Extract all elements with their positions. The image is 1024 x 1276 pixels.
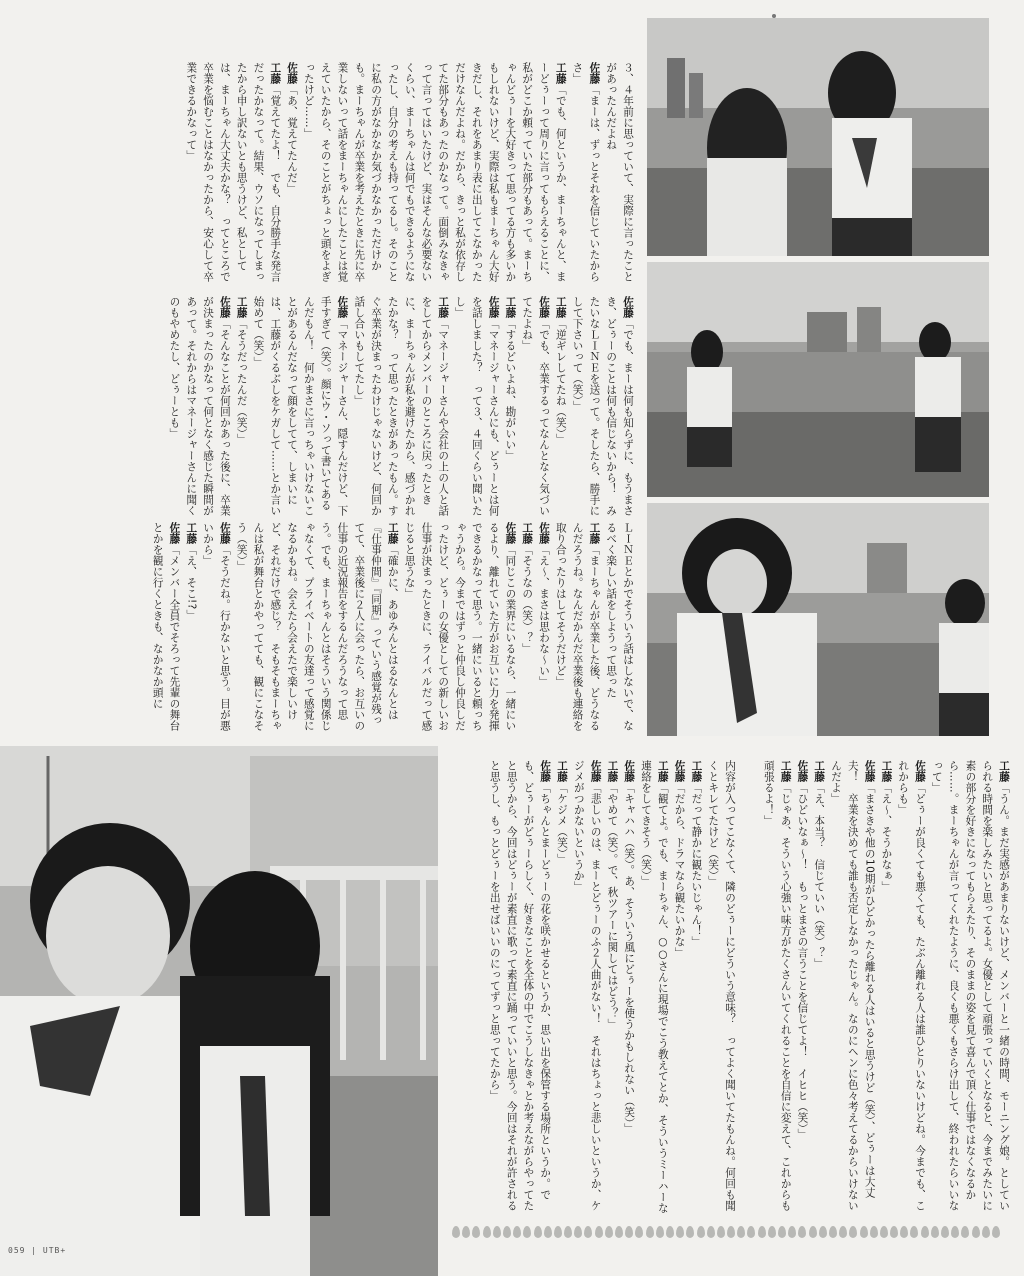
paragraph [602, 522, 636, 732]
paragraph [250, 296, 351, 517]
speaker-name: 工藤 [235, 296, 248, 318]
paragraph-text: 「逆ギレしてたね（笑）」 [554, 318, 567, 445]
drop-ornament [819, 1226, 827, 1238]
interview-column-top-left [40, 62, 636, 283]
paragraph-text: 「マネージャーさんにも、どぅーとは何を話しました？ って３、４回くらい聞いたし」 [454, 296, 500, 516]
speaker-name: 佐藤 [622, 296, 634, 318]
speaker-name: 工藤 [437, 296, 450, 318]
paragraph [569, 296, 636, 517]
drop-ornament [452, 1226, 460, 1238]
paragraph-text: 「ひどいなぁ～！ もっとまさの言うことを信じてよ！ イヒヒ（笑）」 [796, 782, 809, 1140]
speaker-name: 佐藤 [673, 760, 686, 782]
drop-ornament [768, 1226, 776, 1238]
paragraph-text: 「え、本当？ 信じていい（笑）？」 [813, 782, 826, 969]
speaker-name: 佐藤 [168, 522, 181, 544]
paragraph-text: 「でも、卒業するってなんとなく気づいてたよね」 [521, 296, 551, 516]
drop-ornament [615, 1226, 623, 1238]
drop-ornament [982, 1226, 990, 1238]
paragraph-text: 「そうなの（笑）？」 [521, 544, 534, 654]
drop-ornament [697, 1226, 705, 1238]
paragraph-text: 「そんなことが何回かあった後に、卒業が決まったのかなって何となく感じた瞬間があって。それからはマネージャーさんに聞くのもやめたし、どぅーとも」 [168, 296, 231, 516]
paragraph [401, 522, 519, 732]
drop-ornament [910, 1226, 918, 1238]
photo-rooftop-2 [647, 262, 989, 497]
speaker-name: 工藤 [690, 760, 703, 782]
drop-ornament [686, 1226, 694, 1238]
paragraph [300, 62, 569, 283]
drop-ornament [992, 1226, 1000, 1238]
paragraph-text: 「悲しいのは、まーとどぅーのふ２人曲がない！ それはちょっと悲しいというか、ケジメがつかないというか」 [572, 760, 602, 1211]
speaker-name: 佐藤 [589, 760, 602, 782]
paragraph [810, 760, 827, 1214]
drop-ornament [727, 1226, 735, 1238]
speaker-name: 佐藤 [539, 760, 552, 782]
paragraph-text: 「マネージャーさん、隠すんだけど、下手すぎて（笑）。顔にウ・ソって書いてあるんだもん！ 何かまさに言っちゃいけないことがあるんだなって顔をしてて、しまいには、工藤がくるぶしをケガして……とか言い始めて（笑）」 [252, 296, 349, 516]
paragraph [451, 296, 501, 517]
speaker-name: 佐藤 [588, 62, 601, 84]
paragraph-text: 「観てよ。でも、まーちゃん、○○さんに現場でこう教えてとか、そういうミーハーな連絡をしてきそう（笑）」 [640, 760, 669, 1214]
drop-ornament [707, 1226, 715, 1238]
speaker-name: 工藤 [554, 296, 567, 318]
drop-ornament [778, 1226, 786, 1238]
speaker-name: 工藤 [998, 760, 1010, 782]
drop-ornament [890, 1226, 898, 1238]
drop-ornament [483, 1226, 491, 1238]
paragraph-text: 「ちゃんとまーどぅーの花を咲かせるというか、思い出を保管する場所というか。でも、どぅーがどぅーらしく、好きなことを全体の中でこうしなきゃとか考えながらやってたと思うから、今回はどぅーが素直に歌って素直に踊っていいと思う。今回はそれが許されると思うし、もっとどぅーを出せばいいのにってずっと思ってたから」 [488, 760, 552, 1211]
paragraph [760, 760, 794, 1214]
paragraph [182, 62, 283, 283]
paragraph-text: 「だって静かに観たいじゃん！」 [690, 782, 703, 947]
paragraph-text: 「まーちゃんが卒業した後、どうなるんだろうね。なんだかんだ卒業後も連絡を取り合ったりはしてそうだけど」 [554, 522, 601, 731]
paragraph-text: 「え～、まさは思わな～い」 [538, 544, 551, 687]
photo-rooftop-1 [647, 18, 989, 256]
paragraph [233, 522, 401, 732]
speaker-name: 佐藤 [538, 296, 551, 318]
drop-ornament [635, 1226, 643, 1238]
paragraph-text: 「そうだったんだ（笑）」 [235, 318, 248, 445]
paragraph [166, 296, 233, 517]
drop-ornament [676, 1226, 684, 1238]
drop-ornament [880, 1226, 888, 1238]
speaker-name: 佐藤 [487, 296, 500, 318]
drop-ornament [747, 1226, 755, 1238]
drop-ornament [900, 1226, 908, 1238]
paragraph [553, 760, 570, 1214]
paragraph-text: 内容が入ってこなくて、隣のどぅーにどういう意味？ ってよく聞いてたもんね。何回も聞くとキレてたけど（笑）」 [707, 760, 736, 1211]
drop-ornament [574, 1226, 582, 1238]
paragraph-text: 「でも、何というか、まーちゃんと、まーどぅーって周りに言ってもらえることに、私がどこか頼っていた部分もあって。まーちゃんどぅーを大好きって思ってる方も多いかもしれないけど、実際は私もまーちゃん大好きだし、それをあまり表に出してこなかっただけなんだよね。だから、きっと私が依存してた部分もあったのかなって。面倒みなきゃって言ってはいたけど、実はそんな必要ないくらい、まーちゃんは何でもできるようになったし、自分の考えも持ってるし。そのことに私の方がなかなか気づかなかっただけかも。まーちゃんが卒業を考えたときに先に卒業しないって話をまーちゃんにしたことは覚えていたから、そのことがちょっと頭をよぎったけど……」 [302, 62, 567, 282]
paragraph [535, 522, 552, 732]
paragraph [233, 296, 250, 517]
drop-ornament [564, 1226, 572, 1238]
paragraph-text: 「うん。まだ実感があまりないけど、メンバーと一緒の時間、モーニング娘。としていられる時間を楽しみたいと思ってるよ。女優として頑張っていくとなると、今までみたいに素の部分を好きになってもらえたり、そのままの姿を見て喜んで頂く仕事ではなくなるから……。まーちゃんが言ってくれたように、良くも悪くもさらけ出して、終われたらいいなって」 [930, 760, 1010, 1211]
paragraph-text: 「じゃあ、そういう心強い味方がたくさんいてくれることを自信に変えて、これからも頑張るよ！」 [762, 760, 792, 1211]
paragraph [620, 760, 637, 1214]
drop-ornament [717, 1226, 725, 1238]
paragraph-text: ＬＩＮＥとかでそういう話はしないで、なるべく楽しい話をしようって思った [605, 522, 634, 731]
speaker-name: 佐藤 [218, 296, 231, 318]
drop-ornament [951, 1226, 959, 1238]
paragraph-text: 「まさきや他の10期がひどかったら離れる人はいると思うけど（笑）、どぅーは大丈夫！ 卒業を決めても誰も否定しなかったじゃん。なのにヘンに色々考えてるからいけないんだよ」 [830, 760, 876, 1211]
paragraph [182, 522, 199, 732]
speaker-name: 佐藤 [796, 760, 809, 782]
paragraph [149, 522, 183, 732]
speaker-name: 佐藤 [336, 296, 349, 318]
speaker-name: 工藤 [779, 760, 792, 782]
speaker-name: 工藤 [588, 522, 601, 544]
paragraph-text: 「そうだね。行かないと思う。目が悪いから」 [202, 522, 231, 731]
paragraph [637, 760, 671, 1214]
drop-ornament [646, 1226, 654, 1238]
paragraph-text: 「同じこの業界にいるなら、一緒にいるより、離れていた方がお互いに力を発揮できるかなって思う。一緒にいると頼っちゃうから。今まではずっと仲良し仲良しだったけど、どぅーの女優としての新しいお仕事が決まったときに、ライバルだって感じると思うな」 [403, 522, 517, 731]
speaker-name: 工藤 [269, 62, 282, 84]
speaker-name: 工藤 [521, 522, 534, 544]
speaker-name: 佐藤 [863, 760, 876, 782]
speaker-name: 工藤 [386, 522, 399, 544]
paragraph [283, 62, 300, 283]
drop-ornament [656, 1226, 664, 1238]
photo-rooftop-3 [647, 503, 989, 736]
speaker-name: 佐藤 [286, 62, 299, 84]
drop-ornament [849, 1226, 857, 1238]
drop-ornament [941, 1226, 949, 1238]
paragraph-text: 「あ、覚えてたんだ」 [286, 84, 299, 194]
paragraph [518, 522, 535, 732]
drop-ornament [503, 1226, 511, 1238]
paragraph-text: 「だから、ドラマなら観たいかな」 [673, 782, 686, 958]
decorative-drop-row [452, 1226, 1012, 1242]
speaker-name: 佐藤 [504, 522, 517, 544]
paragraph [794, 760, 811, 1214]
paragraph [827, 760, 877, 1214]
interview-column-low-left [40, 522, 636, 732]
paragraph-text: 「確かに、あゆみんとはるなんとは『仕事仲間』『同期』っていう感覚が残ってて、卒業後に２人に会ったら、お互いの仕事の近況報告をするんだろうなって思う。でも、まーちゃんとはそういう関係じゃなくて、プライベートの友達って感覚になるかもね。会えたら会えたで楽しいけど、それだけで感じ？ そもそもまーちゃんは私が舞台とかやってても、観にこなそう（笑）」 [235, 522, 399, 731]
interview-column-mid-left [168, 296, 636, 517]
drop-ornament [798, 1226, 806, 1238]
drop-ornament [462, 1226, 470, 1238]
drop-ornament [472, 1226, 480, 1238]
paragraph [570, 760, 604, 1214]
speaker-name: 工藤 [606, 760, 619, 782]
paragraph [486, 760, 553, 1214]
drop-ornament [544, 1226, 552, 1238]
speaker-name: 佐藤 [623, 760, 636, 782]
paragraph [199, 522, 233, 732]
paragraph [688, 760, 705, 1214]
paragraph-text: 「キャハハ（笑）。あ、そういう風にどぅーを使うかもしれない（笑）」 [623, 782, 636, 1135]
speaker-name: 工藤 [504, 296, 517, 318]
paragraph-text: 「でも、まーは何も知らずに、もうまさき、どぅーのことは何も信じないから！ みたいなＬＩＮＥを送って。そしたら、勝手にして下さいって（笑）」 [571, 296, 634, 516]
paragraph-text: ３、４年前に思っていて、実際に言ったことがあったんだよね [605, 62, 634, 282]
paragraph-text: 「まーは、ずっとそれを信じていたからさ」 [571, 62, 601, 282]
paragraph [671, 760, 688, 1214]
drop-ornament [758, 1226, 766, 1238]
page-folio: 059 | UTB+ [8, 1246, 67, 1255]
drop-ornament [931, 1226, 939, 1238]
drop-ornament [513, 1226, 521, 1238]
paragraph-text: 「するどいよね、勘がいい」 [504, 318, 517, 461]
drop-ornament [554, 1226, 562, 1238]
drop-ornament [860, 1226, 868, 1238]
paragraph [502, 296, 519, 517]
speaker-name: 佐藤 [914, 760, 927, 782]
paragraph-text: 「どぅーが良くても悪くても、たぶん離れる人は誰ひとりいないけどね。今までも、これからも」 [897, 760, 927, 1211]
drop-ornament [595, 1226, 603, 1238]
drop-ornament [523, 1226, 531, 1238]
paragraph [604, 760, 621, 1214]
drop-ornament [666, 1226, 674, 1238]
drop-ornament [584, 1226, 592, 1238]
speaker-name: 工藤 [880, 760, 893, 782]
speaker-name: 工藤 [185, 522, 198, 544]
drop-ornament [870, 1226, 878, 1238]
paragraph [928, 760, 1012, 1214]
paragraph-text: 「ケジメ（笑）」 [556, 782, 569, 865]
speaker-name: 工藤 [556, 760, 569, 782]
paragraph [552, 296, 569, 517]
drop-ornament [605, 1226, 613, 1238]
paragraph [518, 296, 552, 517]
paragraph [569, 62, 603, 283]
paragraph-text: 「え～、そうかなぁ」 [880, 782, 893, 892]
paragraph-text: 「メンバー全員でそろって先輩の舞台とかを観に行くときも、なかなか頭に [151, 522, 181, 731]
drop-ornament [921, 1226, 929, 1238]
paragraph [894, 760, 928, 1214]
paragraph-text: 「やめて（笑）。で、秋ツアーに関してはどう？」 [606, 782, 619, 1030]
speaker-name: 工藤 [813, 760, 826, 782]
drop-ornament [534, 1226, 542, 1238]
speaker-name: 工藤 [554, 62, 567, 84]
drop-ornament [737, 1226, 745, 1238]
drop-ornament [493, 1226, 501, 1238]
paragraph [552, 522, 602, 732]
drop-ornament [961, 1226, 969, 1238]
drop-ornament [788, 1226, 796, 1238]
interview-column-bottom-right [742, 760, 1012, 1214]
drop-ornament [972, 1226, 980, 1238]
drop-ornament [809, 1226, 817, 1238]
paragraph-text: 「え、そこ!?」 [185, 544, 198, 621]
drop-ornament [625, 1226, 633, 1238]
drop-ornament [839, 1226, 847, 1238]
paragraph-text: 「覚えてたよ！ でも、自分勝手な発言だったかなって。結果、ウソになってしまったから申し訳ないとも思うけど、私としては、まーちゃん大丈夫かな？ ってところで卒業を悩むことはなかったから、安心して卒業できるかなって」 [185, 62, 282, 282]
paragraph [878, 760, 895, 1214]
speaker-name: 工藤 [656, 760, 669, 782]
speaker-name: 佐藤 [538, 522, 551, 544]
paragraph [704, 760, 738, 1214]
interview-column-bottom-mid [452, 760, 738, 1214]
paragraph [602, 62, 636, 283]
drop-ornament [829, 1226, 837, 1238]
speaker-name: 佐藤 [218, 522, 231, 544]
photo-rooftop-4 [0, 746, 438, 1276]
paragraph-text: 「マネージャーさんや会社の上の人と話をしてからメンバーのところに戻ったときに、まーちゃんが私を避けたから、感づかれたかな？ って思ったときがあったもん。すぐ卒業が決まったわけじゃないけど、何回か話し合いもしてたし」 [353, 296, 450, 516]
paragraph [350, 296, 451, 517]
